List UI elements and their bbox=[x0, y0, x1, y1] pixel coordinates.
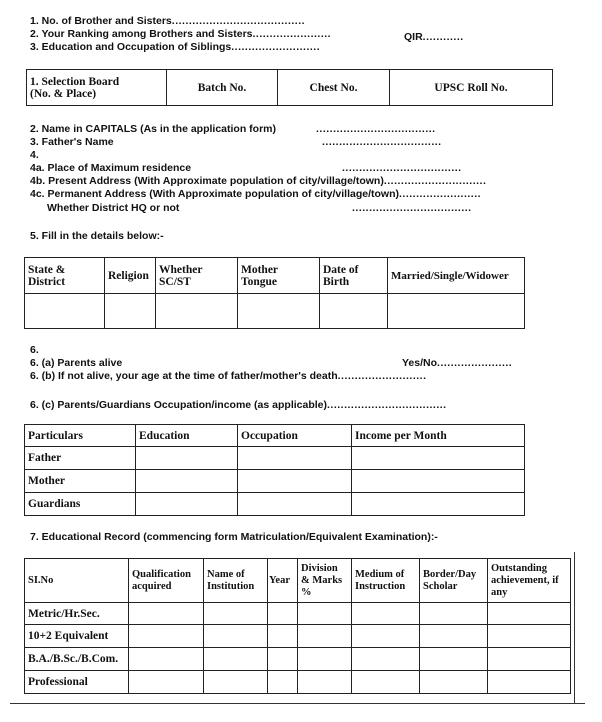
field-4: 4. bbox=[30, 149, 39, 161]
mother-tongue-header: Mother Tongue bbox=[238, 258, 320, 294]
field-present-address: 4b. Present Address (With Approximate population of city/village/town).............................. bbox=[30, 175, 487, 187]
table-cell[interactable] bbox=[204, 671, 268, 694]
state-district-input[interactable] bbox=[25, 294, 105, 329]
income-header: Income per Month bbox=[352, 425, 525, 447]
row-label-guardians: Guardians bbox=[25, 493, 136, 516]
mother-education-input[interactable] bbox=[136, 470, 238, 493]
field-permanent-address: 4c. Permanent Address (With Approximate population of city/village/town)........................ bbox=[30, 188, 482, 200]
table-cell[interactable] bbox=[352, 625, 420, 648]
row-label-mother: Mother bbox=[25, 470, 136, 493]
table-cell[interactable] bbox=[129, 603, 204, 625]
father-income-input[interactable] bbox=[352, 447, 525, 470]
table-cell[interactable] bbox=[420, 671, 488, 694]
batch-no-cell: Batch No. bbox=[167, 70, 278, 106]
qualification-header: Qualification acquired bbox=[129, 559, 204, 603]
guardians-occupation-input[interactable] bbox=[238, 493, 352, 516]
educational-record-heading: 7. Educational Record (commencing form Matriculation/Equivalent Examination):- bbox=[30, 531, 438, 543]
question-1: 1. No. of Brother and Sisters....................................... bbox=[30, 15, 306, 27]
field-name-capitals: 2. Name in CAPITALS (As in the application form) bbox=[30, 123, 276, 135]
table-cell[interactable] bbox=[268, 648, 298, 671]
marital-status-header: Married/Single/Widower bbox=[388, 258, 525, 294]
question-6a: 6. (a) Parents alive bbox=[30, 357, 123, 369]
date-of-birth-input[interactable] bbox=[320, 294, 388, 329]
table-cell[interactable] bbox=[204, 648, 268, 671]
table-cell[interactable] bbox=[129, 648, 204, 671]
guardians-income-input[interactable] bbox=[352, 493, 525, 516]
table-cell[interactable] bbox=[129, 671, 204, 694]
date-of-birth-header: Date of Birth bbox=[320, 258, 388, 294]
table-cell[interactable] bbox=[420, 625, 488, 648]
religion-input[interactable] bbox=[105, 294, 156, 329]
row-label-graduation: B.A./B.Sc./B.Com. bbox=[25, 648, 129, 671]
state-district-header: State & District bbox=[25, 258, 105, 294]
education-header: Education bbox=[136, 425, 238, 447]
question-6: 6. bbox=[30, 344, 39, 356]
table-cell[interactable] bbox=[268, 625, 298, 648]
selection-board-table bbox=[26, 69, 553, 106]
border-day-header: Border/Day Scholar bbox=[420, 559, 488, 603]
field-district-hq: Whether District HQ or not bbox=[47, 202, 180, 214]
sl-no-header: SI.No bbox=[25, 559, 129, 603]
division-marks-header: Division & Marks % bbox=[298, 559, 352, 603]
mother-occupation-input[interactable] bbox=[238, 470, 352, 493]
row-label-10-2: 10+2 Equivalent bbox=[25, 625, 129, 648]
table-cell[interactable] bbox=[488, 648, 571, 671]
table-cell[interactable] bbox=[488, 603, 571, 625]
table-cell[interactable] bbox=[488, 625, 571, 648]
field-fathers-name: 3. Father's Name bbox=[30, 136, 114, 148]
parents-occupation-table bbox=[24, 424, 525, 516]
table-cell[interactable] bbox=[298, 648, 352, 671]
row-label-father: Father bbox=[25, 447, 136, 470]
mother-income-input[interactable] bbox=[352, 470, 525, 493]
year-header: Year bbox=[268, 559, 298, 603]
selection-board-cell: 1. Selection Board (No. & Place) bbox=[27, 70, 167, 106]
table-cell[interactable] bbox=[420, 648, 488, 671]
row-label-professional: Professional bbox=[25, 671, 129, 694]
occupation-header: Occupation bbox=[238, 425, 352, 447]
personal-details-table bbox=[24, 257, 525, 329]
particulars-header: Particulars bbox=[25, 425, 136, 447]
field-district-hq-line[interactable]: ................................... bbox=[352, 202, 472, 214]
guardians-education-input[interactable] bbox=[136, 493, 238, 516]
father-education-input[interactable] bbox=[136, 447, 238, 470]
row-label-matric: Metric/Hr.Sec. bbox=[25, 603, 129, 625]
medium-header: Medium of Instruction bbox=[352, 559, 420, 603]
table-cell[interactable] bbox=[204, 603, 268, 625]
table-cell[interactable] bbox=[298, 671, 352, 694]
question-3: 3. Education and Occupation of Siblings.......................... bbox=[30, 41, 321, 53]
table-cell[interactable] bbox=[352, 671, 420, 694]
table-cell[interactable] bbox=[268, 671, 298, 694]
table-cell[interactable] bbox=[488, 671, 571, 694]
table-cell[interactable] bbox=[298, 603, 352, 625]
table-cell[interactable] bbox=[420, 603, 488, 625]
table-cell[interactable] bbox=[268, 603, 298, 625]
mother-tongue-input[interactable] bbox=[238, 294, 320, 329]
sc-st-input[interactable] bbox=[156, 294, 238, 329]
father-occupation-input[interactable] bbox=[238, 447, 352, 470]
table-cell[interactable] bbox=[129, 625, 204, 648]
parents-alive-answer[interactable]: Yes/No...................... bbox=[402, 357, 513, 369]
table-cell[interactable] bbox=[352, 603, 420, 625]
question-6c: 6. (c) Parents/Guardians Occupation/income (as applicable)................................... bbox=[30, 399, 447, 411]
upsc-roll-no-cell: UPSC Roll No. bbox=[390, 70, 553, 106]
religion-header: Religion bbox=[105, 258, 156, 294]
table-cell[interactable] bbox=[204, 625, 268, 648]
question-6b: 6. (b) If not alive, your age at the time of father/mother's death.......................... bbox=[30, 370, 427, 382]
question-2: 2. Your Ranking among Brothers and Sisters....................... bbox=[30, 28, 332, 40]
marital-status-input[interactable] bbox=[388, 294, 525, 329]
sc-st-header: Whether SC/ST bbox=[156, 258, 238, 294]
field-place-residence-line[interactable]: ................................... bbox=[342, 162, 462, 174]
table-cell[interactable] bbox=[352, 648, 420, 671]
educational-record-table bbox=[24, 558, 571, 694]
field-fathers-name-line[interactable]: ................................... bbox=[322, 136, 442, 148]
institution-header: Name of Institution bbox=[204, 559, 268, 603]
field-name-capitals-line[interactable]: ................................... bbox=[316, 123, 436, 135]
field-5-heading: 5. Fill in the details below:- bbox=[30, 230, 164, 242]
achievement-header: Outstanding achievement, if any bbox=[488, 559, 571, 603]
page-edge-right bbox=[574, 552, 575, 704]
table-cell[interactable] bbox=[298, 625, 352, 648]
field-place-residence: 4a. Place of Maximum residence bbox=[30, 162, 192, 174]
qir-field: QIR............ bbox=[404, 31, 464, 43]
chest-no-cell: Chest No. bbox=[278, 70, 390, 106]
page-edge-bottom bbox=[10, 703, 585, 704]
